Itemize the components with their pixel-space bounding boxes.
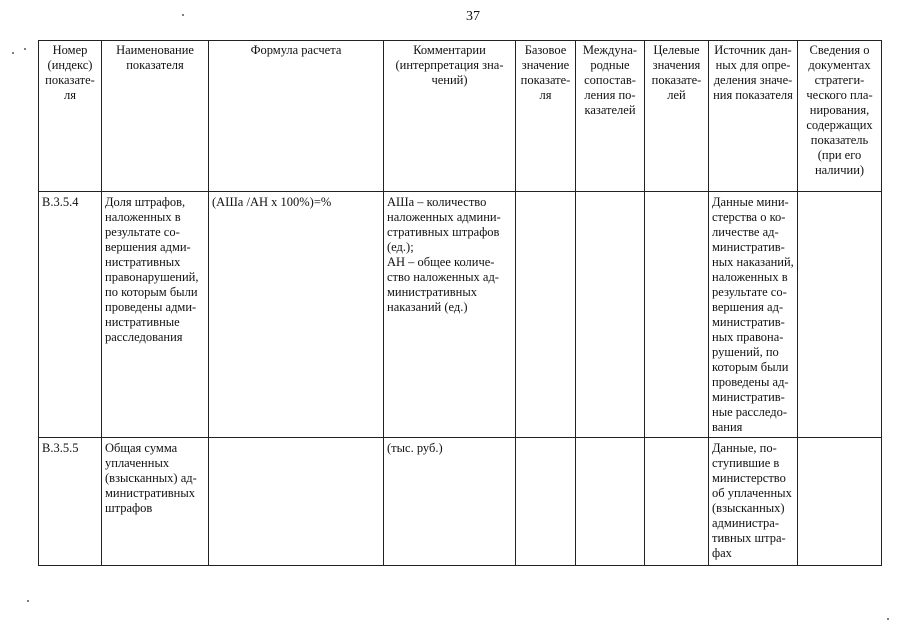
scan-speck bbox=[24, 48, 26, 50]
cell-base-value bbox=[516, 438, 576, 566]
cell-name: Общая сумма уплаченных (взысканных) ад- министративных штрафов bbox=[102, 438, 209, 566]
scan-speck bbox=[182, 14, 184, 16]
cell-comment: АШа – количество наложенных админи- стративных штрафов (ед.); АН – общее количе- ство наложенных ад- министративных наказаний (ед.) bbox=[384, 192, 516, 438]
header-target-values: Целевые значения показате- лей bbox=[645, 41, 709, 192]
cell-index: В.3.5.5 bbox=[39, 438, 102, 566]
cell-comment: (тыс. руб.) bbox=[384, 438, 516, 566]
header-name: Наименование показателя bbox=[102, 41, 209, 192]
cell-target-values bbox=[645, 192, 709, 438]
scan-speck bbox=[12, 52, 14, 54]
header-international: Междуна- родные сопостав- ления по- казателей bbox=[576, 41, 645, 192]
indicators-table bbox=[38, 40, 882, 566]
header-row bbox=[39, 41, 882, 192]
cell-index: В.3.5.4 bbox=[39, 192, 102, 438]
table-row bbox=[39, 192, 882, 438]
header-index: Номер (индекс) показате- ля bbox=[39, 41, 102, 192]
cell-documents bbox=[798, 192, 882, 438]
cell-name: Доля штрафов, наложенных в результате со- вершения адми- нистративных правонарушений, по которым были проведены адми- нистративные расследования bbox=[102, 192, 209, 438]
header-comment: Комментарии (интерпретация зна- чений) bbox=[384, 41, 516, 192]
header-base-value: Базовое значение показате- ля bbox=[516, 41, 576, 192]
cell-source: Данные, по- ступившие в министерство об уплаченных (взысканных) администра- тивных штра- фах bbox=[709, 438, 798, 566]
cell-formula: (АШа /АН х 100%)=% bbox=[209, 192, 384, 438]
header-source: Источник дан- ных для опре- деления значе- ния показателя bbox=[709, 41, 798, 192]
header-documents: Сведения о документах стратеги- ческого пла- нирования, содержащих показатель (при его наличии) bbox=[798, 41, 882, 192]
cell-international bbox=[576, 192, 645, 438]
cell-formula bbox=[209, 438, 384, 566]
cell-international bbox=[576, 438, 645, 566]
cell-source: Данные мини- стерства о ко- личестве ад- министратив- ных наказаний, наложенных в результате со- вершения ад- министратив- ных правона- рушений, по которым были проведены ад- министратив- ные расследо- вания bbox=[709, 192, 798, 438]
page-number: 37 bbox=[466, 9, 480, 24]
scan-speck bbox=[27, 600, 29, 602]
table-row bbox=[39, 438, 882, 566]
cell-target-values bbox=[645, 438, 709, 566]
header-formula: Формула расчета bbox=[209, 41, 384, 192]
scan-speck bbox=[887, 618, 889, 620]
cell-base-value bbox=[516, 192, 576, 438]
cell-documents bbox=[798, 438, 882, 566]
